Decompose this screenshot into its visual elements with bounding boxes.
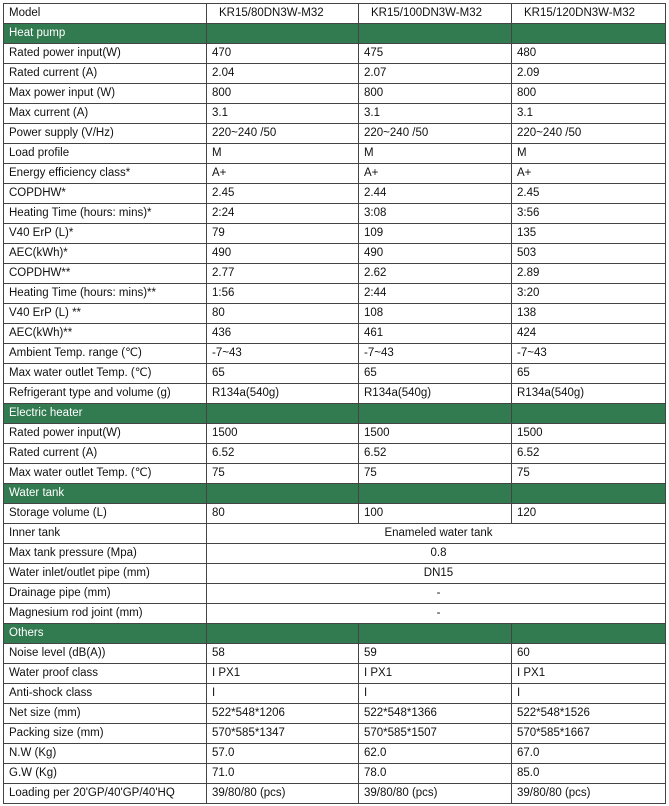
row-value: 39/80/80 (pcs) [359, 784, 512, 804]
row-value: 220~240 /50 [359, 124, 512, 144]
row-value: 2.07 [359, 64, 512, 84]
row-value: 65 [359, 364, 512, 384]
row-value: M [512, 144, 666, 164]
table-row [4, 264, 666, 284]
row-merged-value: DN15 [207, 564, 666, 584]
row-label: Storage volume (L) [4, 504, 207, 524]
table-row [4, 144, 666, 164]
table-row [4, 44, 666, 64]
table-row [4, 304, 666, 324]
section-fill [207, 484, 359, 504]
table-row [4, 324, 666, 344]
row-label: Max tank pressure (Mpa) [4, 544, 207, 564]
row-label: V40 ErP (L) ** [4, 304, 207, 324]
row-value: 1500 [207, 424, 359, 444]
row-value: 108 [359, 304, 512, 324]
table-row [4, 444, 666, 464]
row-value: 100 [359, 504, 512, 524]
row-value: 2.89 [512, 264, 666, 284]
row-label: Ambient Temp. range (℃) [4, 344, 207, 364]
row-value: 2.45 [207, 184, 359, 204]
row-value: 480 [512, 44, 666, 64]
row-label: N.W (Kg) [4, 744, 207, 764]
section-fill [359, 484, 512, 504]
row-label: Anti-shock class [4, 684, 207, 704]
row-value: I [359, 684, 512, 704]
row-value: 75 [207, 464, 359, 484]
row-label: Net size (mm) [4, 704, 207, 724]
row-value: 503 [512, 244, 666, 264]
row-value: 2.09 [512, 64, 666, 84]
row-value: R134a(540g) [512, 384, 666, 404]
section-title: Water tank [4, 484, 207, 504]
section-fill [512, 24, 666, 44]
row-value: 135 [512, 224, 666, 244]
row-merged-value: Enameled water tank [207, 524, 666, 544]
row-value: 3:56 [512, 204, 666, 224]
row-label: Max current (A) [4, 104, 207, 124]
table-row [4, 664, 666, 684]
table-row [4, 784, 666, 804]
row-value: A+ [207, 164, 359, 184]
row-value: -7~43 [207, 344, 359, 364]
row-label: Power supply (V/Hz) [4, 124, 207, 144]
row-value: 570*585*1507 [359, 724, 512, 744]
table-row [4, 744, 666, 764]
row-value: 75 [512, 464, 666, 484]
row-label: V40 ErP (L)* [4, 224, 207, 244]
row-value: 800 [512, 84, 666, 104]
row-value: 138 [512, 304, 666, 324]
row-value: 461 [359, 324, 512, 344]
row-label: Heating Time (hours: mins)** [4, 284, 207, 304]
row-label: Water proof class [4, 664, 207, 684]
row-value: 436 [207, 324, 359, 344]
row-value: 1500 [359, 424, 512, 444]
row-label: AEC(kWh)** [4, 324, 207, 344]
row-value: 800 [207, 84, 359, 104]
table-row [4, 84, 666, 104]
section-fill [207, 624, 359, 644]
row-value: R134a(540g) [359, 384, 512, 404]
row-value: 522*548*1206 [207, 704, 359, 724]
table-row [4, 464, 666, 484]
row-value: 39/80/80 (pcs) [207, 784, 359, 804]
row-value: 67.0 [512, 744, 666, 764]
row-value: -7~43 [512, 344, 666, 364]
row-value: I PX1 [512, 664, 666, 684]
header-row [4, 4, 666, 24]
section-fill [359, 24, 512, 44]
row-value: A+ [359, 164, 512, 184]
header-model-3: KR15/120DN3W-M32 [512, 4, 666, 24]
row-label: Max power input (W) [4, 84, 207, 104]
section-row [4, 484, 666, 504]
table-row [4, 724, 666, 744]
row-value: 2.77 [207, 264, 359, 284]
table-row [4, 604, 666, 624]
row-value: 2.62 [359, 264, 512, 284]
table-row [4, 584, 666, 604]
row-value: 85.0 [512, 764, 666, 784]
row-label: Max water outlet Temp. (℃) [4, 464, 207, 484]
row-label: Inner tank [4, 524, 207, 544]
row-value: 220~240 /50 [207, 124, 359, 144]
table-row [4, 204, 666, 224]
row-value: 522*548*1526 [512, 704, 666, 724]
table-row [4, 564, 666, 584]
row-label: Rated current (A) [4, 64, 207, 84]
row-value: 60 [512, 644, 666, 664]
row-label: Rated power input(W) [4, 424, 207, 444]
section-row [4, 24, 666, 44]
section-title: Others [4, 624, 207, 644]
row-value: 59 [359, 644, 512, 664]
row-value: 62.0 [359, 744, 512, 764]
row-value: 65 [207, 364, 359, 384]
row-value: 71.0 [207, 764, 359, 784]
table-row [4, 704, 666, 724]
table-row [4, 524, 666, 544]
row-label: Loading per 20'GP/40'GP/40'HQ [4, 784, 207, 804]
row-value: 120 [512, 504, 666, 524]
row-value: 570*585*1347 [207, 724, 359, 744]
row-value: 1:56 [207, 284, 359, 304]
section-fill [512, 404, 666, 424]
row-label: Magnesium rod joint (mm) [4, 604, 207, 624]
row-value: M [207, 144, 359, 164]
row-value: 78.0 [359, 764, 512, 784]
section-row [4, 624, 666, 644]
row-value: 470 [207, 44, 359, 64]
row-label: Max water outlet Temp. (℃) [4, 364, 207, 384]
table-row [4, 364, 666, 384]
row-value: 3:08 [359, 204, 512, 224]
row-label: Packing size (mm) [4, 724, 207, 744]
row-value: 6.52 [512, 444, 666, 464]
row-value: 1500 [512, 424, 666, 444]
row-value: 475 [359, 44, 512, 64]
row-label: Drainage pipe (mm) [4, 584, 207, 604]
row-value: 109 [359, 224, 512, 244]
row-label: Noise level (dB(A)) [4, 644, 207, 664]
row-label: Rated power input(W) [4, 44, 207, 64]
row-merged-value: - [207, 584, 666, 604]
section-fill [207, 404, 359, 424]
row-value: I PX1 [207, 664, 359, 684]
section-title: Heat pump [4, 24, 207, 44]
table-row [4, 504, 666, 524]
row-value: 79 [207, 224, 359, 244]
row-label: COPDHW* [4, 184, 207, 204]
row-value: 39/80/80 (pcs) [512, 784, 666, 804]
section-fill [359, 404, 512, 424]
row-value: 65 [512, 364, 666, 384]
table-row [4, 224, 666, 244]
row-value: A+ [512, 164, 666, 184]
spec-table [3, 3, 666, 804]
row-value: I PX1 [359, 664, 512, 684]
header-model-1: KR15/80DN3W-M32 [207, 4, 359, 24]
row-label: Rated current (A) [4, 444, 207, 464]
table-row [4, 544, 666, 564]
row-label: AEC(kWh)* [4, 244, 207, 264]
row-value: 522*548*1366 [359, 704, 512, 724]
table-row [4, 384, 666, 404]
row-value: 220~240 /50 [512, 124, 666, 144]
row-value: 2:24 [207, 204, 359, 224]
row-value: 490 [207, 244, 359, 264]
row-label: Refrigerant type and volume (g) [4, 384, 207, 404]
row-value: 2:44 [359, 284, 512, 304]
row-value: 3:20 [512, 284, 666, 304]
row-value: I [512, 684, 666, 704]
row-value: 2.44 [359, 184, 512, 204]
row-label: Load profile [4, 144, 207, 164]
row-value: 3.1 [207, 104, 359, 124]
row-label: Water inlet/outlet pipe (mm) [4, 564, 207, 584]
section-row [4, 404, 666, 424]
row-value: 570*585*1667 [512, 724, 666, 744]
row-value: 80 [207, 304, 359, 324]
section-fill [512, 624, 666, 644]
row-value: R134a(540g) [207, 384, 359, 404]
row-value: -7~43 [359, 344, 512, 364]
table-row [4, 424, 666, 444]
row-value: 800 [359, 84, 512, 104]
header-model-2: KR15/100DN3W-M32 [359, 4, 512, 24]
row-value: 3.1 [359, 104, 512, 124]
row-value: 57.0 [207, 744, 359, 764]
row-merged-value: - [207, 604, 666, 624]
table-row [4, 244, 666, 264]
row-value: 6.52 [207, 444, 359, 464]
table-row [4, 64, 666, 84]
row-value: 424 [512, 324, 666, 344]
header-label: Model [4, 4, 207, 24]
table-row [4, 164, 666, 184]
row-value: 75 [359, 464, 512, 484]
row-value: 2.45 [512, 184, 666, 204]
table-row [4, 684, 666, 704]
row-label: G.W (Kg) [4, 764, 207, 784]
row-value: 58 [207, 644, 359, 664]
row-label: Heating Time (hours: mins)* [4, 204, 207, 224]
row-merged-value: 0.8 [207, 544, 666, 564]
row-value: I [207, 684, 359, 704]
table-row [4, 104, 666, 124]
table-row [4, 184, 666, 204]
section-fill [207, 24, 359, 44]
table-row [4, 644, 666, 664]
table-row [4, 284, 666, 304]
table-row [4, 124, 666, 144]
table-row [4, 344, 666, 364]
section-title: Electric heater [4, 404, 207, 424]
section-fill [359, 624, 512, 644]
row-value: 490 [359, 244, 512, 264]
row-value: 2.04 [207, 64, 359, 84]
section-fill [512, 484, 666, 504]
row-label: COPDHW** [4, 264, 207, 284]
spec-table-body [4, 4, 666, 804]
row-label: Energy efficiency class* [4, 164, 207, 184]
row-value: 6.52 [359, 444, 512, 464]
table-row [4, 764, 666, 784]
row-value: 80 [207, 504, 359, 524]
row-value: M [359, 144, 512, 164]
row-value: 3.1 [512, 104, 666, 124]
